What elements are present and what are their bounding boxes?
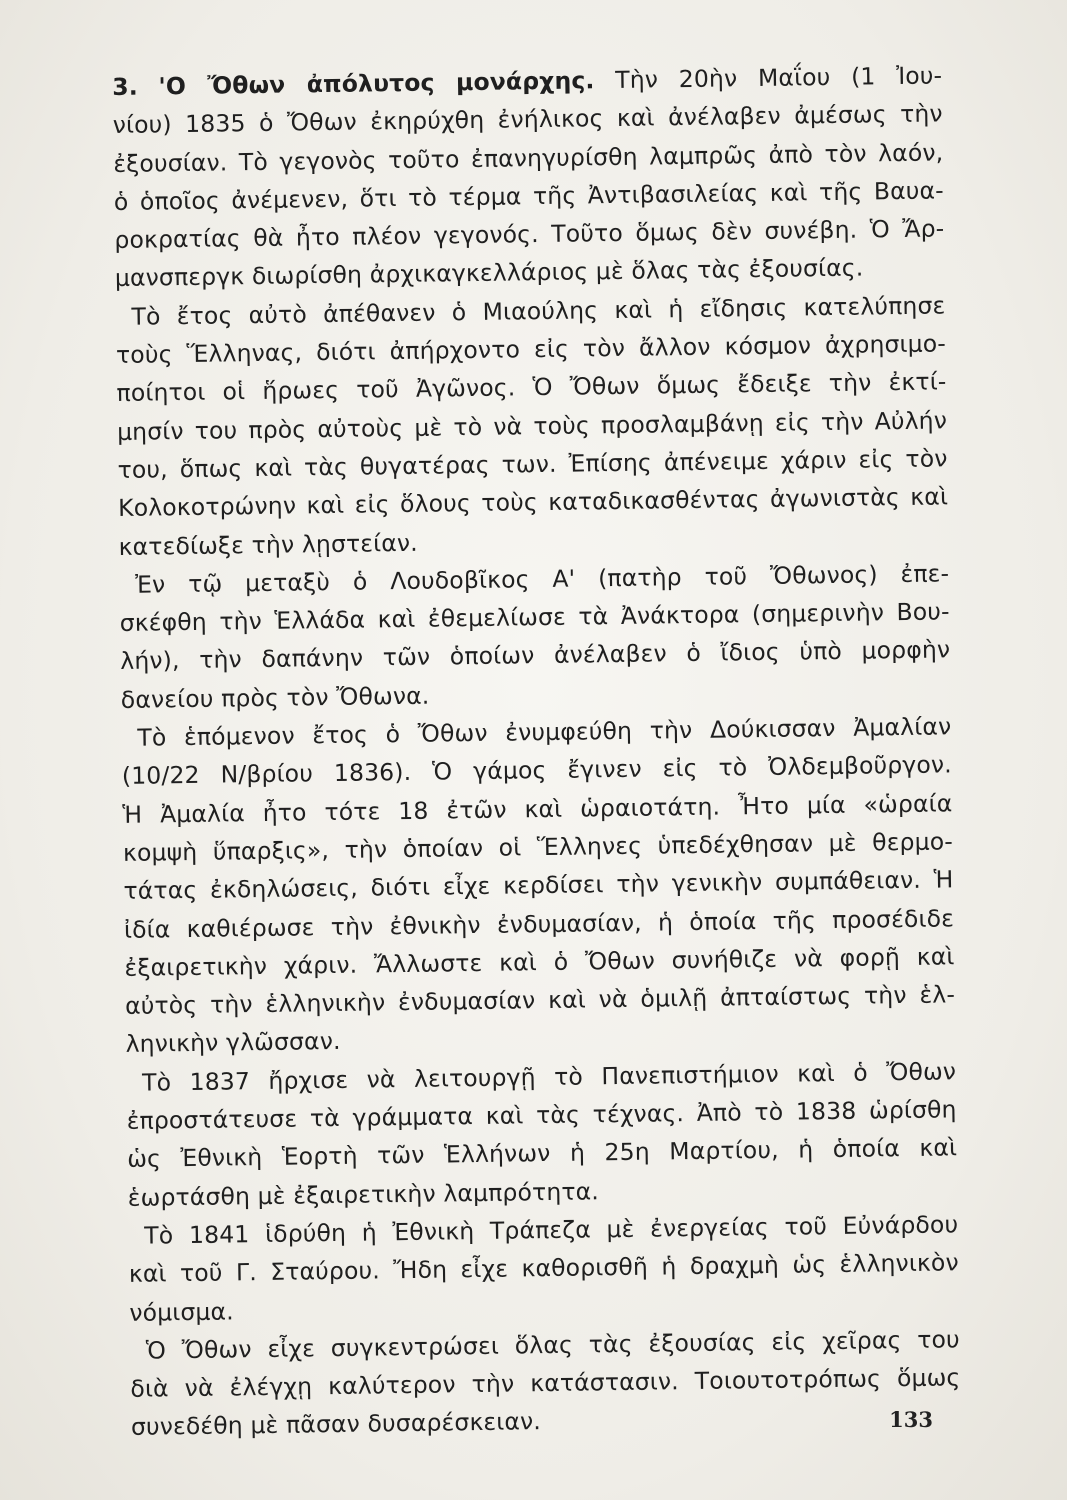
text-line: ἑωρτάσθη μὲ ἐξαιρετικὴν λαμπρότητα. <box>127 1176 600 1212</box>
body-text <box>112 56 961 1446</box>
text-line: Τὸ ἑπόμενον ἔτος ὁ Ὄθων ἐνυμφεύθη τὴν Δούκισσαν Ἀμαλίαν <box>137 712 952 752</box>
text-line: ποίητοι οἱ ἥρωες τοῦ Ἀγῶνος. Ὁ Ὄθων ὅμως ἔδειξε τὴν ἐκτί- <box>116 367 947 408</box>
page-number: 133 <box>889 1407 933 1432</box>
text-line: ὡς Ἐθνικὴ Ἑορτὴ τῶν Ἑλλήνων ἡ 25η Μαρτίου, ἡ ὁποία καὶ <box>127 1133 958 1174</box>
text-line: Τὴν 20ὴν Μαΐου (1 Ἰου- <box>615 61 943 94</box>
text-line: ὁ ὁποῖος ἀνέμενεν, ὅτι τὸ τέρμα τῆς Ἀντιβασιλείας καὶ τῆς Βαυα- <box>113 176 944 216</box>
text-line: ἐξαιρετικὴν χάριν. Ἄλλωστε καὶ ὁ Ὄθων συνήθιζε νὰ φορῇ καὶ <box>124 942 955 982</box>
text-line: του, ὅπως καὶ τὰς θυγατέρας των. Ἐπίσης ἀπένειμε χάριν εἰς τὸν <box>117 444 948 484</box>
text-line: ἐπροστάτευσε τὰ γράμματα καὶ τὰς τέχνας. Ἀπὸ τὸ 1838 ὡρίσθη <box>126 1095 957 1135</box>
text-line: σκέφθη τὴν Ἑλλάδα καὶ ἐθεμελίωσε τὰ Ἀνάκτορα (σημερινὴν Βου- <box>119 597 950 638</box>
text-line: ἐξουσίαν. Τὸ γεγονὸς τοῦτο ἐπανηγυρίσθη λαμπρῶς ἀπὸ τὸν λαόν, <box>113 137 944 178</box>
text-line: κατεδίωξε τὴν λῃστείαν. <box>118 528 419 561</box>
text-line: νίου) 1835 ὁ Ὄθων ἐκηρύχθη ἐνήλικος καὶ ἀνέλαβεν ἀμέσως τὴν <box>112 99 943 140</box>
text-line: (10/22 Ν/βρίου 1836). Ὁ γάμος ἔγινεν εἰς τὸ Ὀλδεμβοῦργον. <box>121 750 953 791</box>
text-line: διὰ νὰ ἐλέγχῃ καλύτερον τὴν κατάστασιν. Τοιουτοτρόπως ὅμως <box>130 1363 961 1403</box>
section-title: 'Ο Ὄθων ἀπόλυτος μονάρχης. <box>158 66 595 101</box>
text-line: καὶ τοῦ Γ. Σταύρου. Ἤδη εἶχε καθορισθῆ ἡ δραχμὴ ὡς ἑλληνικὸν <box>128 1248 959 1289</box>
text-line: ροκρατίας θὰ ἦτο πλέον γεγονός. Τοῦτο ὅμως δὲν συνέβη. Ὁ Ἄρ- <box>114 214 945 255</box>
text-line: Ἡ Ἀμαλία ἦτο τότε 18 ἐτῶν καὶ ὡραιοτάτη. Ἦτο μία «ὡραία <box>122 788 953 829</box>
text-line: αὐτὸς τὴν ἑλληνικὴν ἐνδυμασίαν καὶ νὰ ὁμιλῇ ἀπταίστως τὴν ἑλ- <box>124 980 956 1021</box>
text-line: ληνικὴν γλῶσσαν. <box>125 1027 341 1059</box>
text-line: τάτας ἐκδηλώσεις, διότι εἶχε κερδίσει τὴν γενικὴν συμπάθειαν. Ἡ <box>123 865 954 906</box>
text-line: Τὸ 1837 ἤρχισε νὰ λειτουργῇ τὸ Πανεπιστήμιον καὶ ὁ Ὄθων <box>141 1057 957 1097</box>
text-line: συνεδέθη μὲ πᾶσαν δυσαρέσκειαν. <box>130 1407 542 1442</box>
text-line: δανείου πρὸς τὸν Ὄθωνα. <box>120 681 430 714</box>
text-line: τοὺς Ἕλληνας, διότι ἀπήρχοντο εἰς τὸν ἄλλον κόσμον ἀχρησιμο- <box>115 329 947 370</box>
text-line: Ἐν τῷ μεταξὺ ὁ Λουδοβῖκος Α' (πατὴρ τοῦ Ὄθωνος) ἐπε- <box>135 559 950 599</box>
text-line: ἰδία καθιέρωσε τὴν ἐθνικὴν ἐνδυμασίαν, ἡ ὁποία τῆς προσέδιδε <box>123 903 955 944</box>
text-line: Τὸ ἔτος αὐτὸ ἀπέθανεν ὁ Μιαούλης καὶ ἡ εἴδησις κατελύπησε <box>131 291 946 331</box>
text-line: μανσπεργκ διωρίσθη ἀρχικαγκελλάριος μὲ ὅλας τὰς ἐξουσίας. <box>114 254 864 293</box>
text-line: μησίν του πρὸς αὐτοὺς μὲ τὸ νὰ τοὺς προσλαμβάνῃ εἰς τὴν Αὐλήν <box>116 406 948 446</box>
text-line: Ὁ Ὄθων εἶχε συγκεντρώσει ὅλας τὰς ἐξουσίας εἰς χεῖρας του <box>145 1325 961 1365</box>
text-line: Τὸ 1841 ἱδρύθη ἡ Ἐθνικὴ Τράπεζα μὲ ἐνεργείας τοῦ Εὐνάρδου <box>144 1210 959 1250</box>
text-line: λήν), τὴν δαπάνην τῶν ὁποίων ἀνέλαβεν ὁ ἴδιος ὑπὸ μορφὴν <box>120 635 951 676</box>
text-line: Κολοκοτρώνην καὶ εἰς ὅλους τοὺς καταδικασθέντας ἀγωνιστὰς καὶ <box>117 482 949 523</box>
section-number: 3. <box>112 72 139 101</box>
text-line: κομψὴ ὕπαρξις», τὴν ὁποίαν οἱ Ἕλληνες ὑπεδέχθησαν μὲ θερμο- <box>122 827 954 867</box>
text-line: νόμισμα. <box>129 1296 234 1327</box>
